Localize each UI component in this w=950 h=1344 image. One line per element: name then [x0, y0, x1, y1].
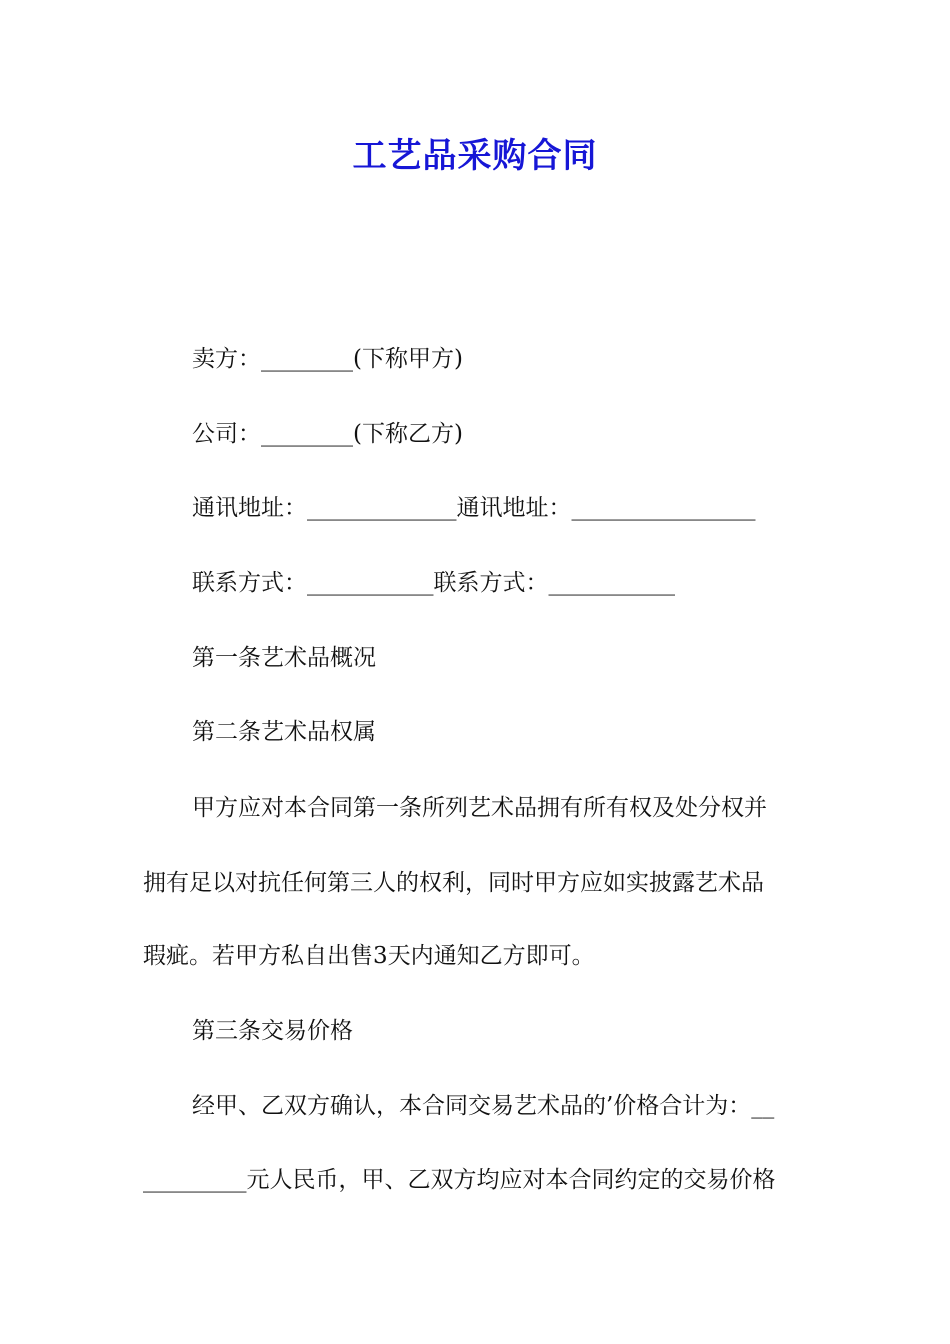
- seller-line: 卖方：________(下称甲方): [192, 346, 463, 372]
- article-2-paragraph-line-1: 甲方应对本合同第一条所列艺术品拥有所有权及处分权并: [192, 795, 767, 821]
- article-2-heading: 第二条艺术品权属: [192, 719, 376, 745]
- article-1-heading: 第一条艺术品概况: [192, 645, 376, 671]
- article-3-paragraph-line-2: _________元人民币，甲、乙双方均应对本合同约定的交易价格: [143, 1167, 776, 1193]
- article-2-paragraph-line-2: 拥有足以对抗任何第三人的权利，同时甲方应如实披露艺术品: [143, 870, 764, 896]
- article-2-paragraph-line-3: 瑕疵。若甲方私自出售3天内通知乙方即可。: [143, 943, 595, 969]
- contact-line: 联系方式：___________联系方式：___________: [192, 570, 675, 596]
- article-3-paragraph-line-1: 经甲、乙双方确认，本合同交易艺术品的’价格合计为：__: [192, 1093, 775, 1119]
- document-title: 工艺品采购合同: [352, 136, 598, 176]
- address-line: 通讯地址：_____________通讯地址：________________: [192, 495, 756, 521]
- company-line: 公司：________(下称乙方): [192, 421, 463, 447]
- article-3-heading: 第三条交易价格: [192, 1018, 353, 1044]
